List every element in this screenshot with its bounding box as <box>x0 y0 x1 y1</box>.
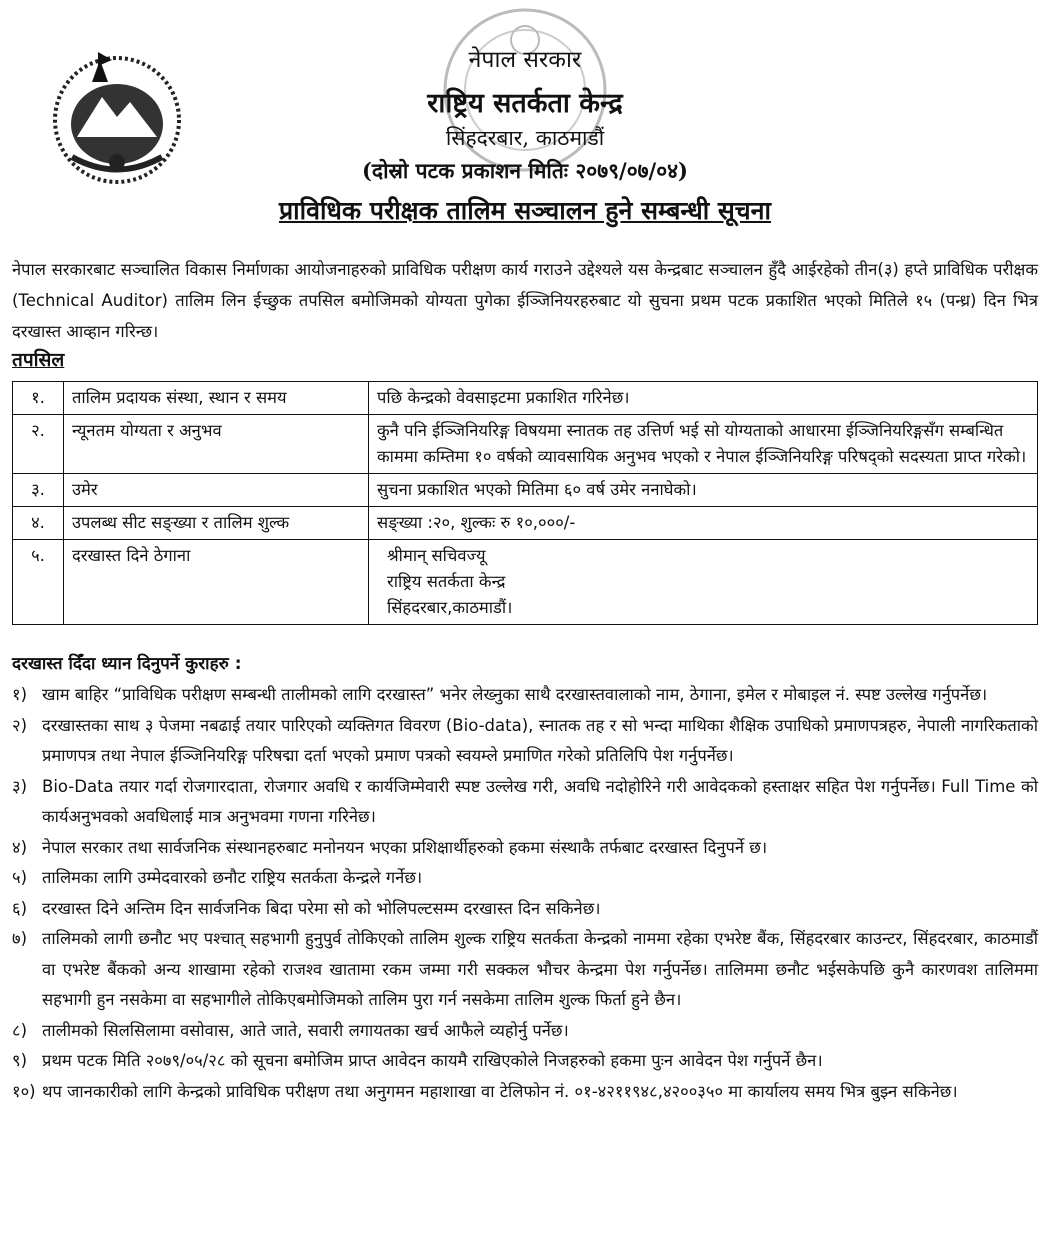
row-value: सुचना प्रकाशित भएको मितिमा ६० वर्ष उमेर ननाघेको। <box>369 474 1038 507</box>
item-text: थप जानकारीको लागि केन्द्रको प्राविधिक परीक्षण तथा अनुगमन महाशाखा वा टेलिफोन नं. ०१-४२११९४८,४२००३५० मा कार्यालय समय भित्र बुझ्न सकिनेछ। <box>42 1081 958 1101</box>
item-text: तालीमको सिलसिलामा वसोवास, आते जाते, सवारी लगायतका खर्च आफैले व्यहोर्नु पर्नेछ। <box>42 1020 569 1040</box>
list-item <box>12 711 1038 772</box>
item-number: १०) <box>12 1081 36 1101</box>
row-label: उमेर <box>64 474 369 507</box>
item-number: ८) <box>12 1020 28 1040</box>
details-table <box>12 381 1038 625</box>
instructions-heading: दरखास्त दिँदा ध्यान दिनुपर्ने कुराहरु : <box>12 654 242 674</box>
row-number: १. <box>13 382 64 415</box>
item-text: नेपाल सरकार तथा सार्वजनिक संस्थानहरुबाट मनोनयन भएका प्रशिक्षार्थीहरुको हकमा संस्थाकै तर्फबाट दरखास्त दिनुपर्ने छ। <box>42 837 768 857</box>
list-item <box>12 1016 1038 1047</box>
row-value: श्रीमान् सचिवज्यू राष्ट्रिय सतर्कता केन्द्र सिंहदरबार,काठमाडौं। <box>369 540 1038 625</box>
list-item <box>12 924 1038 1016</box>
row-label: तालिम प्रदायक संस्था, स्थान र समय <box>64 382 369 415</box>
table-row <box>13 382 1038 415</box>
item-number: ६) <box>12 898 28 918</box>
publication-date: (दोस्रो पटक प्रकाशन मितिः २०७९/०७/०४) <box>362 158 688 183</box>
row-number: २. <box>13 415 64 474</box>
row-value: पछि केन्द्रको वेवसाइटमा प्रकाशित गरिनेछ। <box>369 382 1038 415</box>
item-text: तालिमका लागि उम्मेदवारको छनौट राष्ट्रिय सतर्कता केन्द्रले गर्नेछ। <box>42 868 423 887</box>
list-item <box>12 1046 1038 1077</box>
notice-title: प्राविधिक परीक्षक तालिम सञ्चालन हुने सम्बन्धी सूचना <box>278 196 772 225</box>
item-text: तालिमको लागी छनौट भए पश्चात् सहभागी हुनुपुर्व तोकिएको तालिम शुल्क राष्ट्रिय सतर्कता केन्द्रको नाममा रहेका एभरेष्ट बैंक, सिंहदरबार काउन्टर, सिंहदरबार, काठमाडौं वा एभरेष्ट बैंकको अन्य शाखामा रहेको राजश्व खातामा रकम जम्मा गरी सक्कल भौचर केन्द्रमा पेश गर्नुपर्नेछ। तालिममा छनौट भईसकेपछि कुनै कारणवश तालिममा सहभागी हुन नसकेमा वा सहभागीले तोकिएबमोजिमको तालिम पुरा गर्न नसकेमा तालिम शुल्क फिर्ता हुने छैन। <box>42 929 1038 1009</box>
item-number: ७) <box>12 929 28 948</box>
row-value: कुनै पनि ईञ्जिनियरिङ्ग विषयमा स्नातक तह उत्तिर्ण भई सो योग्यताको आधारमा ईञ्जिनियरिङ्गसँग सम्बन्धित काममा कम्तिमा १० वर्षको व्यावसायिक अनुभव भएको र नेपाल ईञ्जिनियरिङ्ग परिषद्को सदस्यता प्राप्त गरेको। <box>369 415 1038 474</box>
item-number: ९) <box>12 1051 28 1070</box>
tapsil-heading: तपसिल <box>12 349 65 371</box>
row-value: सङ्ख्या :२०, शुल्कः रु १०,०००/- <box>369 507 1038 540</box>
list-item <box>12 894 1038 925</box>
item-text: खाम बाहिर “प्राविधिक परीक्षण सम्बन्धी तालीमको लागि दरखास्त” भनेर लेख्नुका साथै दरखास्तवालाको नाम, ठेगाना, इमेल र मोबाइल नं. स्पष्ट उल्लेख गर्नुपर्नेछ। <box>42 685 988 704</box>
list-item <box>12 680 1038 711</box>
item-text: प्रथम पटक मिति २०७९/०५/२८ को सूचना बमोजिम प्राप्त आवेदन कायमै राखिएकोले निजहरुको हकमा पुःन आवेदन पेश गर्नुपर्ने छैन। <box>42 1051 823 1070</box>
row-label: उपलब्ध सीट सङ्ख्या र तालिम शुल्क <box>64 507 369 540</box>
table-row <box>13 507 1038 540</box>
item-number: ४) <box>12 837 28 857</box>
item-number: ३) <box>12 776 28 796</box>
item-number: २) <box>12 715 28 735</box>
row-label: न्यूनतम योग्यता र अनुभव <box>64 415 369 474</box>
item-text: Bio-Data तयार गर्दा रोजगारदाता, रोजगार अवधि र कार्यजिम्मेवारी स्पष्ट उल्लेख गरी, अवधि नदोहोरिने गरी आवेदकको हस्ताक्षर सहित पेश गर्नुपर्नेछ। Full Time को कार्यअनुभवको अवधिलाई मात्र अनुभवमा गणना गरिनेछ। <box>42 776 1038 826</box>
office-name: राष्ट्रिय सतर्कता केन्द्र <box>427 88 623 119</box>
item-number: ५) <box>12 868 28 887</box>
list-item <box>12 1077 1038 1108</box>
instructions-list <box>12 680 1038 1107</box>
item-text: दरखास्त दिने अन्तिम दिन सार्वजनिक बिदा परेमा सो को भोलिपल्टसम्म दरखास्त दिन सकिनेछ। <box>42 898 601 918</box>
row-label: दरखास्त दिने ठेगाना <box>64 540 369 625</box>
office-location: सिंहदरबार, काठमाडौं <box>445 126 605 150</box>
table-row <box>13 540 1038 625</box>
row-number: ३. <box>13 474 64 507</box>
table-row <box>13 474 1038 507</box>
table-row <box>13 415 1038 474</box>
item-number: १) <box>12 685 28 704</box>
list-item <box>12 772 1038 833</box>
list-item <box>12 833 1038 864</box>
intro-paragraph: नेपाल सरकारबाट सञ्चालित विकास निर्माणका आयोजनाहरुको प्राविधिक परीक्षण कार्य गराउने उद्देश्यले यस केन्द्रबाट सञ्चालन हुँदै आईरहेको तीन(३) हप्ते प्राविधिक परीक्षक (Technical Auditor) तालिम लिन ईच्छुक तपसिल बमोजिमको योग्यता पुगेका ईञ्जिनियरहरुबाट यो सुचना प्रथम पटक प्रकाशित भएको मितिले १५ (पन्ध्र) दिन भित्र दरखास्त आव्हान गरिन्छ। <box>12 260 1038 341</box>
government-name: नेपाल सरकार <box>468 47 582 73</box>
row-number: ५. <box>13 540 64 625</box>
item-text: दरखास्तका साथ ३ पेजमा नबढाई तयार पारिएको व्यक्तिगत विवरण (Bio-data), स्नातक तह र सो भन्दा माथिका शैक्षिक उपाधिको प्रमाणपत्रहरु, नेपाली नागरिकताको प्रमाणपत्र तथा नेपाल ईञ्जिनियरिङ्ग परिषद्मा दर्ता भएको प्रमाण पत्रको स्वयम्ले प्रमाणित गरेको प्रतिलिपि पेश गर्नुपर्नेछ। <box>42 715 1038 765</box>
list-item <box>12 863 1038 894</box>
row-number: ४. <box>13 507 64 540</box>
